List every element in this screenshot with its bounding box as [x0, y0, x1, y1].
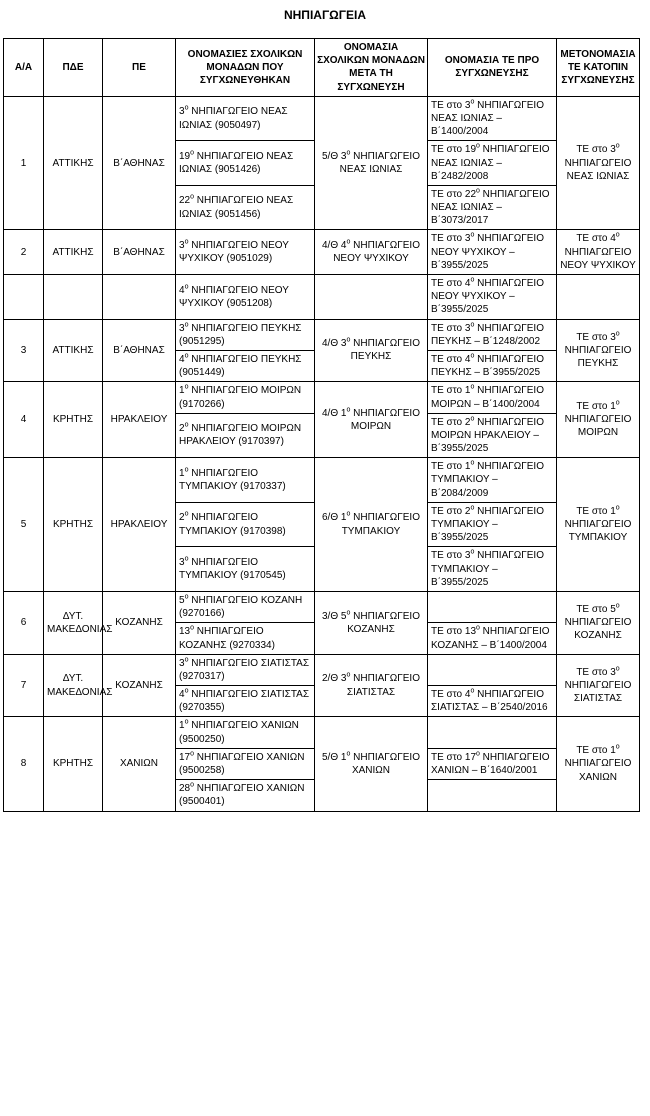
cell-te-after — [557, 717, 640, 811]
cell-text: ΝΗΠΙΑΓΩΓΕΙΟ ΧΑΝΙΩΝ (9500250) — [179, 720, 299, 745]
ordinal-suffix: ο — [470, 232, 475, 240]
header-pde: ΠΔΕ — [44, 39, 103, 97]
cell-te-before — [428, 382, 557, 413]
ordinal-suffix: ο — [470, 276, 475, 284]
header-te-after: ΜΕΤΟΝΟΜΑΣΙΑ ΤΕ ΚΑΤΟΠΙΝ ΣΥΓΧΩΝΕΥΣΗΣ — [557, 39, 640, 97]
cell-merged-school — [176, 319, 315, 350]
ordinal-suffix: ο — [615, 399, 620, 407]
cell-te-after — [557, 591, 640, 654]
ordinal-suffix: ο — [346, 672, 351, 680]
ordinal-suffix: ο — [470, 321, 475, 329]
cell-text: ΤΕ στο 3 — [431, 99, 471, 111]
cell-merged-school — [176, 230, 315, 275]
cell-new-name — [315, 458, 428, 592]
cell-pde: ΑΤΤΙΚΗΣ — [44, 319, 103, 382]
cell-te-after — [557, 458, 640, 592]
cell-text: 4 — [179, 353, 185, 365]
ordinal-suffix: ο — [184, 466, 189, 474]
cell-text: ΝΗΠΙΑΓΩΓΕΙΟ ΤΥΜΠΑΚΙΟΥ (9170545) — [179, 556, 286, 582]
cell-pe: ΚΟΖΑΝΗΣ — [103, 654, 176, 717]
cell-text: ΝΗΠΙΑΓΩΓΕΙΟ ΧΑΝΙΩΝ (9500258) — [179, 751, 305, 776]
cell-text: ΤΕ στο 2 — [431, 416, 471, 428]
cell-te-before — [428, 413, 557, 458]
cell-text: ΝΗΠΙΑΓΩΓΕΙΟ ΤΥΜΠΑΚΙΟΥ – Β΄2084/2009 — [431, 461, 544, 499]
ordinal-suffix: ο — [615, 743, 620, 751]
cell-new-name — [315, 319, 428, 382]
cell-pde — [44, 275, 103, 320]
document-title: ΝΗΠΙΑΓΩΓΕΙΑ — [283, 8, 367, 22]
cell-new-name — [315, 591, 428, 654]
table-body — [4, 96, 640, 811]
header-te-before: ΟΝΟΜΑΣΙΑ ΤΕ ΠΡΟ ΣΥΓΧΩΝΕΥΣΗΣ — [428, 39, 557, 97]
cell-text: ΝΗΠΙΑΓΩΓΕΙΟ ΝΕΟΥ ΨΥΧΙΚΟΥ — [333, 240, 420, 265]
cell-text: ΝΗΠΙΑΓΩΓΕΙΟ ΝΕΟΥ ΨΥΧΙΚΟΥ (9051208) — [179, 284, 289, 309]
cell-text: ΝΗΠΙΑΓΩΓΕΙΟ ΜΟΙΡΩΝ (9170266) — [179, 385, 302, 410]
cell-text: 5/Θ 1 — [322, 751, 347, 763]
cell-text: ΤΕ στο 1 — [576, 505, 616, 517]
cell-text: ΝΗΠΙΑΓΩΓΕΙΟ ΝΕΑΣ ΙΩΝΙΑΣ — [339, 150, 420, 176]
header-merged-schools: ΟΝΟΜΑΣΙΕΣ ΣΧΟΛΙΚΩΝ ΜΟΝΑΔΩΝ ΠΟΥ ΣΥΓΧΩΝΕΥΘΗΚΑΝ — [176, 39, 315, 97]
ordinal-suffix: ο — [615, 665, 620, 673]
ordinal-suffix: ο — [190, 750, 195, 758]
cell-te-before — [428, 275, 557, 320]
cell-te-after — [557, 96, 640, 230]
ordinal-suffix: ο — [190, 194, 195, 202]
cell-pde: ΔΥΤ. ΜΑΚΕΔΟΝΙΑΣ — [44, 654, 103, 717]
cell-text: ΝΗΠΙΑΓΩΓΕΙΟ ΜΟΙΡΩΝ — [564, 414, 632, 439]
header-pe: ΠΕ — [103, 39, 176, 97]
cell-text: ΝΗΠΙΑΓΩΓΕΙΟ ΝΕΟΥ ΨΥΧΙΚΟΥ – Β΄3955/2025 — [431, 233, 544, 271]
cell-pde: ΚΡΗΤΗΣ — [44, 717, 103, 811]
cell-text: 6/Θ 1 — [322, 512, 347, 524]
cell-merged-school — [176, 413, 315, 458]
cell-te-before — [428, 319, 557, 350]
cell-text: ΤΕ στο 3 — [576, 331, 616, 343]
ordinal-suffix: ο — [470, 549, 475, 557]
cell-te-before — [428, 780, 557, 811]
ordinal-suffix: ο — [470, 352, 475, 360]
ordinal-suffix: ο — [615, 330, 620, 338]
table-row — [4, 591, 640, 622]
ordinal-suffix: ο — [346, 406, 351, 414]
ordinal-suffix: ο — [476, 142, 480, 150]
cell-te-before — [428, 686, 557, 717]
ordinal-suffix: ο — [184, 511, 189, 519]
cell-text: ΝΗΠΙΑΓΩΓΕΙΟ ΜΟΙΡΩΝ — [350, 407, 420, 432]
cell-merged-school — [176, 350, 315, 381]
cell-text: ΝΗΠΙΑΓΩΓΕΙΟ ΣΙΑΤΙΣΤΑΣ (9270355) — [179, 689, 310, 714]
cell-text: ΤΕ στο 3 — [431, 322, 471, 334]
cell-merged-school — [176, 780, 315, 811]
cell-text: ΝΗΠΙΑΓΩΓΕΙΟ ΝΕΑΣ ΙΩΝΙΑΣ – Β΄1400/2004 — [431, 99, 544, 138]
cell-number: 2 — [4, 230, 44, 275]
cell-pde: ΔΥΤ. ΜΑΚΕΔΟΝΙΑΣ — [44, 591, 103, 654]
cell-te-before — [428, 547, 557, 592]
ordinal-suffix: ο — [470, 687, 475, 695]
cell-te-before — [428, 230, 557, 275]
cell-pde: ΚΡΗΤΗΣ — [44, 382, 103, 458]
cell-text: ΤΕ στο 13 — [431, 626, 476, 638]
ordinal-suffix: ο — [184, 321, 189, 329]
cell-text: ΝΗΠΙΑΓΩΓΕΙΟ ΝΕΑΣ ΙΩΝΙΑΣ (9051426) — [179, 150, 294, 176]
ordinal-suffix: ο — [346, 750, 351, 758]
cell-new-name — [315, 230, 428, 275]
cell-text: 19 — [179, 150, 191, 162]
cell-text: ΝΗΠΙΑΓΩΓΕΙΟ ΜΟΙΡΩΝ ΗΡΑΚΛΕΙΟΥ (9170397) — [179, 423, 302, 448]
table-row — [4, 654, 640, 685]
table-row — [4, 230, 640, 275]
cell-text: ΤΕ στο 17 — [431, 751, 476, 763]
cell-text: ΝΗΠΙΑΓΩΓΕΙΟ ΚΟΖΑΝΗΣ (9270334) — [179, 626, 275, 651]
ordinal-suffix: ο — [346, 149, 351, 157]
cell-text: 3 — [179, 556, 185, 568]
cell-text: ΤΕ στο 4 — [431, 278, 471, 289]
cell-text: ΝΗΠΙΑΓΩΓΕΙΟ ΜΟΙΡΩΝ ΗΡΑΚΛΕΙΟΥ – Β΄3955/2025 — [431, 416, 544, 455]
cell-text: ΝΗΠΙΑΓΩΓΕΙΟ ΧΑΝΙΩΝ — [564, 758, 632, 783]
cell-pe: ΗΡΑΚΛΕΙΟΥ — [103, 382, 176, 458]
cell-text: ΝΗΠΙΑΓΩΓΕΙΟ ΝΕΟΥ ΨΥΧΙΚΟΥ (9051029) — [179, 240, 289, 265]
cell-pe: Β΄ΑΘΗΝΑΣ — [103, 96, 176, 230]
cell-text: 3 — [179, 240, 185, 252]
cell-merged-school — [176, 458, 315, 503]
cell-pe: ΗΡΑΚΛΕΙΟΥ — [103, 458, 176, 592]
table-row — [4, 382, 640, 413]
cell-te-before — [428, 141, 557, 186]
cell-te-after — [557, 382, 640, 458]
cell-number: 3 — [4, 319, 44, 382]
cell-text: 4/Θ 1 — [322, 407, 347, 419]
cell-number: 4 — [4, 382, 44, 458]
cell-merged-school — [176, 502, 315, 547]
cell-text: ΝΗΠΙΑΓΩΓΕΙΟ ΜΟΙΡΩΝ – Β΄1400/2004 — [431, 385, 544, 410]
cell-text: ΝΗΠΙΑΓΩΓΕΙΟ ΝΕΑΣ ΙΩΝΙΑΣ – Β΄2482/2008 — [431, 144, 550, 182]
cell-text: ΤΕ στο 5 — [576, 604, 616, 616]
ordinal-suffix: ο — [184, 719, 189, 727]
ordinal-suffix: ο — [184, 283, 189, 291]
ordinal-suffix: ο — [190, 149, 195, 157]
cell-number: 8 — [4, 717, 44, 811]
ordinal-suffix: ο — [184, 555, 189, 563]
cell-text: 3 — [179, 106, 185, 118]
cell-text: ΤΕ στο 1 — [576, 745, 616, 757]
cell-text: ΝΗΠΙΑΓΩΓΕΙΟ ΣΙΑΤΙΣΤΑΣ – Β΄2540/2016 — [431, 689, 548, 714]
cell-text: 13 — [179, 626, 191, 638]
cell-te-before — [428, 96, 557, 141]
cell-text: ΝΗΠΙΑΓΩΓΕΙΟ ΚΟΖΑΝΗΣ — [347, 610, 420, 635]
cell-text: 1 — [179, 385, 185, 397]
cell-text: ΝΗΠΙΑΓΩΓΕΙΟ ΠΕΥΚΗΣ (9051449) — [179, 353, 302, 379]
cell-text: ΝΗΠΙΑΓΩΓΕΙΟ ΝΕΟΥ ΨΥΧΙΚΟΥ — [560, 246, 636, 271]
cell-merged-school — [176, 141, 315, 186]
cell-te-before — [428, 458, 557, 503]
ordinal-suffix: ο — [615, 504, 620, 512]
cell-pe: Β΄ΑΘΗΝΑΣ — [103, 319, 176, 382]
cell-text: ΝΗΠΙΑΓΩΓΕΙΟ ΠΕΥΚΗΣ (9051295) — [179, 322, 302, 347]
cell-merged-school — [176, 275, 315, 320]
cell-text: ΤΕ στο 2 — [431, 505, 471, 517]
cell-text: ΤΕ στο 4 — [576, 233, 616, 245]
cell-text: 3 — [179, 322, 185, 334]
cell-merged-school — [176, 623, 315, 654]
cell-text: ΝΗΠΙΑΓΩΓΕΙΟ ΤΥΜΠΑΚΙΟΥ (9170398) — [179, 512, 286, 537]
ordinal-suffix: ο — [184, 238, 189, 246]
cell-text: ΤΕ στο 3 — [576, 666, 616, 678]
cell-merged-school — [176, 185, 315, 230]
ordinal-suffix: ο — [615, 142, 620, 150]
cell-text: 2 — [179, 423, 185, 435]
ordinal-suffix: ο — [346, 609, 351, 617]
cell-te-before — [428, 623, 557, 654]
cell-merged-school — [176, 96, 315, 141]
cell-text: ΤΕ στο 4 — [431, 353, 471, 365]
cell-text: ΝΗΠΙΑΓΩΓΕΙΟ ΝΕΑΣ ΙΩΝΙΑΣ (9051456) — [179, 195, 294, 220]
cell-text: ΤΕ στο 3 — [431, 233, 471, 245]
cell-text: 2 — [179, 512, 185, 524]
table-header-row — [4, 39, 640, 97]
cell-text: ΝΗΠΙΑΓΩΓΕΙΟ ΝΕΟΥ ΨΥΧΙΚΟΥ – Β΄3955/2025 — [431, 278, 544, 316]
cell-text: ΤΕ στο 22 — [431, 188, 476, 200]
cell-te-after — [557, 319, 640, 382]
ordinal-suffix: ο — [184, 687, 189, 695]
cell-text: 22 — [179, 195, 191, 207]
cell-text: ΝΗΠΙΑΓΩΓΕΙΟ ΤΥΜΠΑΚΙΟΥ — [341, 512, 420, 537]
cell-text: 17 — [179, 751, 191, 763]
cell-text: 3 — [179, 657, 185, 669]
ordinal-suffix: ο — [184, 352, 189, 360]
cell-text: 4/Θ 4 — [322, 240, 347, 252]
cell-number: 7 — [4, 654, 44, 717]
ordinal-suffix: ο — [476, 624, 480, 632]
cell-text: ΝΗΠΙΑΓΩΓΕΙΟ ΧΑΝΙΩΝ — [350, 751, 420, 776]
ordinal-suffix: ο — [346, 511, 351, 519]
cell-text: ΝΗΠΙΑΓΩΓΕΙΟ ΝΕΑΣ ΙΩΝΙΑΣ – Β΄3073/2017 — [431, 188, 550, 227]
cell-te-after — [557, 230, 640, 275]
cell-text: ΝΗΠΙΑΓΩΓΕΙΟ ΤΥΜΠΑΚΙΟΥ – Β΄3955/2025 — [431, 505, 544, 544]
cell-merged-school — [176, 547, 315, 592]
ordinal-suffix: ο — [470, 459, 475, 467]
cell-text: ΤΕ στο 3 — [576, 144, 616, 156]
ordinal-suffix: ο — [184, 593, 189, 601]
cell-pe: ΧΑΝΙΩΝ — [103, 717, 176, 811]
cell-te-before — [428, 591, 557, 622]
cell-pe — [103, 275, 176, 320]
cell-text: ΝΗΠΙΑΓΩΓΕΙΟ ΠΕΥΚΗΣ – Β΄3955/2025 — [431, 353, 544, 379]
cell-text: ΤΕ στο 1 — [431, 461, 471, 473]
cell-te-after — [557, 654, 640, 717]
cell-text: 5 — [179, 594, 185, 606]
ordinal-suffix: ο — [184, 105, 189, 113]
table-row — [4, 717, 640, 748]
ordinal-suffix: ο — [615, 232, 620, 240]
table-row — [4, 96, 640, 141]
header-aa: Α/Α — [4, 39, 44, 97]
ordinal-suffix: ο — [615, 602, 620, 610]
ordinal-suffix: ο — [470, 98, 475, 106]
cell-text: 1 — [179, 720, 185, 732]
cell-text: ΤΕ στο 3 — [431, 550, 471, 562]
cell-text: ΝΗΠΙΑΓΩΓΕΙΟ ΤΥΜΠΑΚΙΟΥ – Β΄3955/2025 — [431, 550, 544, 588]
cell-new-name — [315, 275, 428, 320]
cell-te-before — [428, 185, 557, 230]
cell-text: ΤΕ στο 4 — [431, 689, 471, 701]
cell-text: 1 — [179, 467, 185, 479]
cell-merged-school — [176, 382, 315, 413]
table-row — [4, 319, 640, 350]
ordinal-suffix: ο — [184, 421, 189, 429]
ordinal-suffix: ο — [476, 187, 480, 195]
cell-text: 4 — [179, 689, 185, 701]
cell-pe: Β΄ΑΘΗΝΑΣ — [103, 230, 176, 275]
cell-merged-school — [176, 591, 315, 622]
cell-text: 28 — [179, 783, 191, 795]
cell-text: ΤΕ στο 1 — [576, 401, 616, 412]
cell-new-name — [315, 96, 428, 230]
cell-merged-school — [176, 686, 315, 717]
cell-number: 6 — [4, 591, 44, 654]
ordinal-suffix: ο — [470, 415, 475, 423]
ordinal-suffix: ο — [346, 238, 351, 246]
cell-text: ΝΗΠΙΑΓΩΓΕΙΟ ΤΥΜΠΑΚΙΟΥ (9170337) — [179, 467, 286, 493]
cell-te-after — [557, 275, 640, 320]
cell-te-before — [428, 717, 557, 748]
cell-text: ΝΗΠΙΑΓΩΓΕΙΟ ΝΕΑΣ ΙΩΝΙΑΣ (9050497) — [179, 106, 288, 131]
cell-text: ΝΗΠΙΑΓΩΓΕΙΟ ΧΑΝΙΩΝ (9500401) — [179, 783, 305, 808]
ordinal-suffix: ο — [184, 383, 189, 391]
cell-new-name — [315, 382, 428, 458]
ordinal-suffix: ο — [190, 624, 195, 632]
cell-text: ΝΗΠΙΑΓΩΓΕΙΟ ΚΟΖΑΝΗΣ – Β΄1400/2004 — [431, 626, 550, 651]
ordinal-suffix: ο — [470, 383, 475, 391]
ordinal-suffix: ο — [184, 656, 189, 664]
cell-text: ΝΗΠΙΑΓΩΓΕΙΟ ΤΥΜΠΑΚΙΟΥ — [564, 519, 632, 544]
ordinal-suffix: ο — [470, 504, 475, 512]
cell-text: ΝΗΠΙΑΓΩΓΕΙΟ ΠΕΥΚΗΣ — [350, 338, 420, 363]
cell-merged-school — [176, 717, 315, 748]
cell-te-before — [428, 654, 557, 685]
cell-text: ΝΗΠΙΑΓΩΓΕΙΟ ΝΕΑΣ ΙΩΝΙΑΣ — [564, 157, 632, 182]
cell-merged-school — [176, 748, 315, 779]
cell-pde: ΑΤΤΙΚΗΣ — [44, 230, 103, 275]
ordinal-suffix: ο — [476, 750, 480, 758]
cell-text: ΝΗΠΙΑΓΩΓΕΙΟ ΣΙΑΤΙΣΤΑΣ (9270317) — [179, 657, 310, 682]
cell-text: ΤΕ στο 19 — [431, 144, 476, 156]
cell-number: 1 — [4, 96, 44, 230]
cell-pde: ΑΤΤΙΚΗΣ — [44, 96, 103, 230]
ordinal-suffix: ο — [190, 781, 195, 789]
cell-text: 5/Θ 3 — [322, 150, 347, 162]
cell-te-before — [428, 748, 557, 779]
cell-merged-school — [176, 654, 315, 685]
cell-pe: ΚΟΖΑΝΗΣ — [103, 591, 176, 654]
cell-text: 2/Θ 3 — [322, 673, 347, 685]
cell-text: ΤΕ στο 1 — [431, 385, 471, 397]
cell-number — [4, 275, 44, 320]
cell-text: ΝΗΠΙΑΓΩΓΕΙΟ ΣΙΑΤΙΣΤΑΣ — [564, 679, 632, 705]
cell-new-name — [315, 654, 428, 717]
header-new-name: ΟΝΟΜΑΣΙΑ ΣΧΟΛΙΚΩΝ ΜΟΝΑΔΩΝ ΜΕΤΑ ΤΗ ΣΥΓΧΩΝΕΥΣΗ — [315, 39, 428, 97]
table-row — [4, 275, 640, 320]
cell-te-before — [428, 350, 557, 381]
cell-text: 3/Θ 5 — [322, 610, 347, 622]
cell-text: ΝΗΠΙΑΓΩΓΕΙΟ ΧΑΝΙΩΝ – Β΄1640/2001 — [431, 751, 550, 776]
cell-text: 4 — [179, 284, 185, 296]
cell-number: 5 — [4, 458, 44, 592]
cell-text: ΝΗΠΙΑΓΩΓΕΙΟ ΣΙΑΤΙΣΤΑΣ — [346, 673, 420, 698]
cell-pde: ΚΡΗΤΗΣ — [44, 458, 103, 592]
table-row — [4, 458, 640, 503]
cell-text: ΝΗΠΙΑΓΩΓΕΙΟ ΠΕΥΚΗΣ – Β΄1248/2002 — [431, 322, 544, 347]
cell-text: ΝΗΠΙΑΓΩΓΕΙΟ ΚΟΖΑΝΗ (9270166) — [179, 594, 303, 620]
cell-text: ΝΗΠΙΑΓΩΓΕΙΟ ΚΟΖΑΝΗΣ — [564, 617, 632, 642]
cell-te-before — [428, 502, 557, 547]
cell-text: 4/Θ 3 — [322, 338, 347, 350]
cell-text: ΝΗΠΙΑΓΩΓΕΙΟ ΠΕΥΚΗΣ — [564, 344, 632, 370]
cell-new-name — [315, 717, 428, 811]
school-merger-table — [3, 38, 640, 812]
ordinal-suffix: ο — [346, 336, 351, 344]
